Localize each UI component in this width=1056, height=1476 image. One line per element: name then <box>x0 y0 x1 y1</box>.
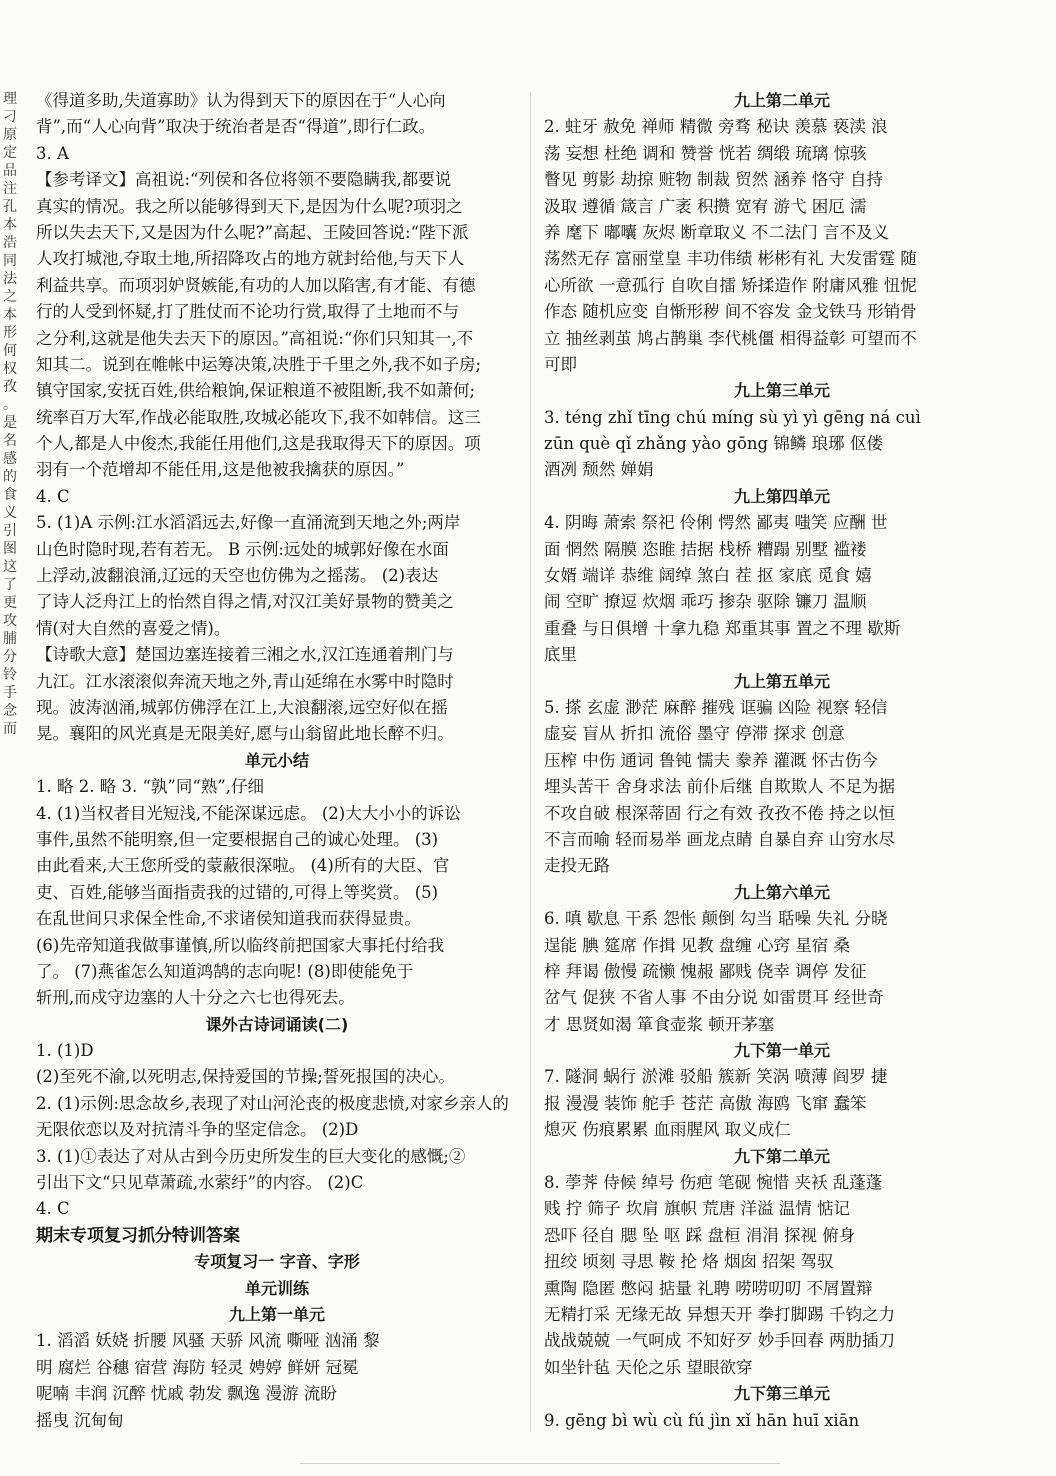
answer-line: 晃。襄阳的风光真是无限美好,愿与山翁留此地长醉不归。 <box>36 724 454 744</box>
answer-line: 现。波涛汹涌,城郭仿佛浮在江上,大浪翻滚,远空好似在摇 <box>36 697 448 717</box>
answer-line: 2. 蛀牙 赦免 禅师 精微 旁骛 秘诀 羡慕 亵渎 浪 <box>544 117 888 137</box>
answer-line: 利益共享。而项羽妒贤嫉能,有功的人加以陷害,有才能、有德 <box>36 275 476 295</box>
answer-line: 【参考译文】高祖说:“列侯和各位将领不要隐瞒我,都要说 <box>36 170 452 190</box>
bleed-glyph: 而 <box>3 721 17 737</box>
answer-line: 羽有一个范增却不能任用,这是他被我擒获的原因。” <box>36 460 405 480</box>
answer-line: 恐吓 径自 腮 坠 呕 踩 盘桓 涓涓 探视 俯身 <box>544 1225 856 1245</box>
bleed-glyph: 刁 <box>3 109 17 125</box>
answer-line: 不言而喻 轻而易举 画龙点睛 自暴自弃 山穷水尽 <box>544 829 895 849</box>
section-heading: 九上第三单元 <box>733 381 830 401</box>
answer-line: 4. (1)当权者目光短浅,不能深谋远虑。 (2)大大小小的诉讼 <box>36 803 461 823</box>
answer-line: 走投无路 <box>544 856 610 876</box>
footer-rule <box>300 1463 780 1464</box>
section-heading: 九下第三单元 <box>733 1384 830 1404</box>
answer-line: 4. 阴晦 萧索 祭祀 伶俐 愕然 鄙夷 嗤笑 应酬 世 <box>544 513 888 533</box>
answer-line: 战战兢兢 一气呵成 不知好歹 妙手回春 两肋插刀 <box>544 1331 895 1351</box>
answer-line: 所以失去天下,又是因为什么呢?”高起、王陵回答说:“陛下派 <box>36 222 469 242</box>
bleed-glyph: 定 <box>3 145 17 161</box>
answer-line: 斩刑,而戍守边塞的人十分之六七也得死去。 <box>36 988 355 1008</box>
answer-line: 1. (1)D <box>36 1041 94 1061</box>
section-heading: 单元小结 <box>244 750 309 770</box>
answer-line: 上浮动,波翻浪涌,辽远的天空也仿佛为之摇荡。 (2)表达 <box>36 566 439 586</box>
answer-line: 了诗人泛舟江上的怡然自得之情,对汉江美好景物的赞美之 <box>36 592 454 612</box>
answer-line: 无精打采 无缘无故 异想天开 拳打脚踢 千钧之力 <box>544 1304 895 1324</box>
answer-line: 山色时隐时现,若有若无。 B 示例:远处的城郭好像在水面 <box>36 539 449 559</box>
section-heading: 课外古诗词诵读(二) <box>205 1014 349 1034</box>
answer-line: 才 思贤如渴 箪食壶浆 顿开茅塞 <box>544 1014 775 1034</box>
answer-line: 养 麾下 嘟囔 灰烬 断章取义 不二法门 言不及义 <box>544 222 889 242</box>
bleed-glyph: 品 <box>3 163 17 179</box>
bleed-glyph: 义 <box>3 505 17 521</box>
bleed-glyph: 分 <box>3 649 17 665</box>
answer-line: 重叠 与日俱增 十拿九稳 郑重其事 置之不理 歇斯 <box>544 618 901 638</box>
answer-line: 引出下文“只见草萧疏,水萦纡”的内容。 (2)C <box>36 1173 364 1193</box>
section-heading: 九下第一单元 <box>733 1041 830 1061</box>
section-heading: 九上第五单元 <box>733 671 830 691</box>
answer-line: 《得道多助,失道寡助》认为得到天下的原因在于“人心向 <box>36 91 446 110</box>
section-heading: 九上第四单元 <box>733 486 830 506</box>
answer-line: zūn què qǐ zhǎng yào gōng 锦鳞 琅琊 伛偻 <box>544 434 883 454</box>
bleed-glyph: 图 <box>3 541 17 557</box>
section-heading: 九上第一单元 <box>228 1304 325 1324</box>
answer-line: 行的人受到怀疑,打了胜仗而不论功行赏,取得了土地而不与 <box>36 302 459 322</box>
bleed-glyph: 攻 <box>3 613 17 629</box>
answer-line: 【诗歌大意】楚国边塞连接着三湘之水,汉江连通着荆门与 <box>36 645 454 665</box>
bleed-glyph: 法 <box>3 271 17 287</box>
answer-line: 4. C <box>36 1199 70 1219</box>
answer-line: (2)至死不渝,以死明志,保持爱国的节操;誓死报国的决心。 <box>36 1067 455 1087</box>
answer-line: 事件,虽然不能明察,但一定要根据自己的诚心处理。 (3) <box>36 829 439 849</box>
answer-line: 1. 滔滔 妖娆 折腰 风骚 天骄 风流 嘶哑 汹涌 黎 <box>36 1331 380 1351</box>
bleed-glyph: 本 <box>3 307 17 323</box>
bleed-glyph: 浩 <box>3 235 17 251</box>
bleed-glyph: 。 <box>3 397 17 413</box>
bleed-glyph: 食 <box>3 487 17 503</box>
left-column <box>36 88 518 1434</box>
section-heading: 专项复习一 字音、字形 <box>194 1252 360 1272</box>
bleed-glyph: 原 <box>3 127 17 143</box>
answer-line: 汲取 遵循 箴言 广袤 积攒 宽宥 游弋 困厄 濡 <box>544 196 867 216</box>
answer-line: 熏陶 隐匿 憋闷 掂量 礼聘 唠唠叨叨 不屑置辩 <box>544 1278 873 1298</box>
answer-line: 人攻打城池,夺取土地,所招降攻占的地方就封给他,与天下人 <box>36 249 465 269</box>
answer-line: 5. 搽 玄虚 渺茫 麻醉 摧残 诓骗 凶险 视察 轻信 <box>544 697 888 717</box>
bleed-glyph: 脯 <box>3 631 17 647</box>
answer-line: (6)先帝知道我做事谨慎,所以临终前把国家大事托付给我 <box>36 935 445 955</box>
answer-line: 虚妄 盲从 折扣 流俗 墨守 停滞 探求 创意 <box>544 724 845 744</box>
bleed-glyph: 权 <box>3 361 17 377</box>
answer-line: 8. 荸荠 侍候 绰号 伤疤 笔砚 惋惜 夹袄 乱蓬蓬 <box>544 1173 883 1193</box>
section-heading: 单元训练 <box>244 1278 309 1298</box>
answer-line: 可即 <box>544 354 577 374</box>
answer-line: 底里 <box>544 645 577 665</box>
answer-line: 呢喃 丰润 沉醉 忧戚 勃发 飘逸 漫游 流盼 <box>36 1384 337 1404</box>
answer-line: 酒冽 颓然 婵娟 <box>544 460 654 480</box>
section-heading: 九下第二单元 <box>733 1146 830 1166</box>
answer-line: 无限依恋以及对抗清斗争的坚定信念。 (2)D <box>36 1120 359 1140</box>
answer-line: 摇曳 沉甸甸 <box>36 1410 124 1430</box>
bleed-glyph: 理 <box>3 91 17 107</box>
answer-line: 由此看来,大王您所受的蒙蔽很深啦。 (4)所有的大臣、官 <box>36 856 450 876</box>
answer-line: 报 漫漫 装饰 舵手 苍茫 高傲 海鸥 飞窜 蠢笨 <box>544 1093 867 1113</box>
bleed-glyph: 本 <box>3 217 17 233</box>
answer-line: 埋头苦干 舍身求法 前仆后继 自欺欺人 不足为据 <box>544 777 895 797</box>
answer-line: 扭绞 顷刻 寻思 鞍 抡 烙 烟囱 招架 驾驭 <box>544 1252 834 1272</box>
answer-line: 面 惘然 隔膜 恣睢 拮据 栈桥 糟蹋 别墅 褴褛 <box>544 539 867 559</box>
answer-line: 3. (1)①表达了对从古到今历史所发生的巨大变化的感慨;② <box>36 1146 466 1166</box>
answer-line: 了。 (7)燕雀怎么知道鸿鹄的志向呢! (8)即使能免于 <box>36 961 414 981</box>
answer-line: 镇守国家,安抚百姓,供给粮饷,保证粮道不被阻断,我不如萧何; <box>36 381 476 401</box>
answer-line: 九江。江水滚滚似奔流天地之外,青山延绵在水雾中时隐时 <box>36 671 454 691</box>
answer-line: 梓 拜谒 傲慢 疏懒 愧赧 鄙贱 侥幸 调停 发征 <box>544 961 867 981</box>
answer-line: 3. téng zhǐ tīng chú míng sù yì yì gēng ná cuì <box>544 407 921 427</box>
answer-line: 贱 拧 筛子 坎肩 旗帜 荒唐 洋溢 温情 惦记 <box>544 1199 850 1219</box>
answer-line: 荡 妄想 杜绝 调和 赞誉 恍若 绸缎 琉璃 惊骇 <box>544 143 867 163</box>
answer-line: 7. 隧洞 蜗行 淤滩 驳船 簇新 笑涡 喷薄 阎罗 捷 <box>544 1067 888 1087</box>
bleed-glyph: 感 <box>3 451 17 467</box>
answer-line: 吏、百姓,能够当面指责我的过错的,可得上等奖赏。 (5) <box>36 882 439 902</box>
answer-line: 1. 略 2. 略 3. “孰”同“熟”,仔细 <box>36 777 264 797</box>
answer-line: 闹 空旷 撩逗 炊烟 乖巧 掺杂 驱除 镰刀 温顺 <box>544 592 867 612</box>
answer-line: 岔气 促狭 不省人事 不由分说 如雷贯耳 经世奇 <box>544 988 884 1008</box>
answer-line: 3. A <box>36 143 69 163</box>
bleed-glyph: 念 <box>3 703 17 719</box>
answer-line: 逞能 腆 筵席 作揖 见教 盘缠 心窍 星宿 桑 <box>544 935 850 955</box>
answer-line: 压榨 中伤 通词 鲁钝 懦夫 豢养 灌溉 怀古伤今 <box>544 750 878 770</box>
bleed-glyph: 名 <box>3 433 17 449</box>
bleed-glyph: 的 <box>3 469 17 485</box>
answer-line: 个人,都是人中俊杰,我能任用他们,这是我取得天下的原因。项 <box>36 434 481 454</box>
answer-line: 2. (1)示例:思念故乡,表现了对山河沦丧的极度悲愤,对家乡亲人的 <box>36 1093 509 1113</box>
bleed-glyph: 同 <box>3 253 17 269</box>
answer-line: 作态 随机应变 自惭形秽 间不容发 金戈铁马 形销骨 <box>544 302 917 322</box>
answer-line: 心所欲 一意孤行 自吹自擂 矫揉造作 附庸风雅 忸怩 <box>544 275 917 295</box>
bleed-glyph: 孔 <box>3 199 17 215</box>
bleed-glyph: 手 <box>3 685 17 701</box>
bleed-glyph: 了 <box>3 577 17 593</box>
answer-line: 女婿 端详 恭维 阔绰 煞白 茬 抠 家底 觅食 嬉 <box>544 566 872 586</box>
answer-line: 6. 嗔 歇息 干系 怨怅 颠倒 勾当 聒噪 失礼 分晓 <box>544 909 888 929</box>
section-heading: 九上第二单元 <box>733 91 830 110</box>
bleed-glyph: 形 <box>3 325 17 341</box>
answer-line: 不攻自破 根深蒂固 行之有效 孜孜不倦 持之以恒 <box>544 803 895 823</box>
section-heading: 期末专项复习抓分特训答案 <box>36 1225 240 1246</box>
answer-line: 知其二。说到在帷帐中运筹决策,决胜于千里之外,我不如子房; <box>36 354 482 374</box>
bleed-glyph: 何 <box>3 343 17 359</box>
section-heading: 九上第六单元 <box>733 882 830 902</box>
answer-line: 9. gēng bì wù cù fú jìn xǐ hān huī xiān <box>544 1410 860 1430</box>
answer-line: 5. (1)A 示例:江水滔滔远去,好像一直涌流到天地之外;两岸 <box>36 513 461 533</box>
answer-line: 之分利,这就是他失去天下的原因。”高祖说:“你们只知其一,不 <box>36 328 474 348</box>
answer-line: 统率百万大军,作战必能取胜,攻城必能攻下,我不如韩信。这三 <box>36 407 481 427</box>
answer-line: 如坐针毡 天伦之乐 望眼欲穿 <box>544 1357 753 1377</box>
bleed-glyph: 这 <box>3 559 17 575</box>
bleed-glyph: 更 <box>3 595 17 611</box>
answer-line: 背”,而“人心向背”取决于统治者是否“得道”,即行仁政。 <box>36 117 436 137</box>
answer-line: 瞥见 剪影 劫掠 赃物 制裁 贸然 涵养 恪守 自持 <box>544 170 883 190</box>
bleed-glyph: 孜 <box>3 379 17 395</box>
bleed-glyph: 铃 <box>3 667 17 683</box>
answer-line: 立 抽丝剥茧 鸠占鹊巢 李代桃僵 相得益彰 可望而不 <box>544 328 917 348</box>
right-column <box>544 88 1020 1434</box>
answer-line: 明 腐烂 谷穗 宿营 海防 轻灵 娉婷 鲜妍 冠冕 <box>36 1357 359 1377</box>
answer-line: 情(对大自然的喜爱之情)。 <box>36 618 231 638</box>
left-margin-bleed <box>0 90 20 1430</box>
answer-line: 荡然无存 富丽堂皇 丰功伟绩 彬彬有礼 大发雷霆 随 <box>544 249 917 269</box>
answer-line: 4. C <box>36 486 70 506</box>
answer-line: 真实的情况。我之所以能够得到天下,是因为什么呢?项羽之 <box>36 196 463 216</box>
bleed-glyph: 注 <box>3 181 17 197</box>
bleed-glyph: 是 <box>3 415 17 431</box>
answer-line: 在乱世间只求保全性命,不求诸侯知道我而获得显贵。 <box>36 909 421 929</box>
bleed-glyph: 引 <box>3 523 17 539</box>
answer-line: 熄灭 伤痕累累 血雨腥风 取义成仁 <box>544 1120 791 1140</box>
bleed-glyph: 之 <box>3 289 17 305</box>
column-divider <box>530 92 531 1432</box>
